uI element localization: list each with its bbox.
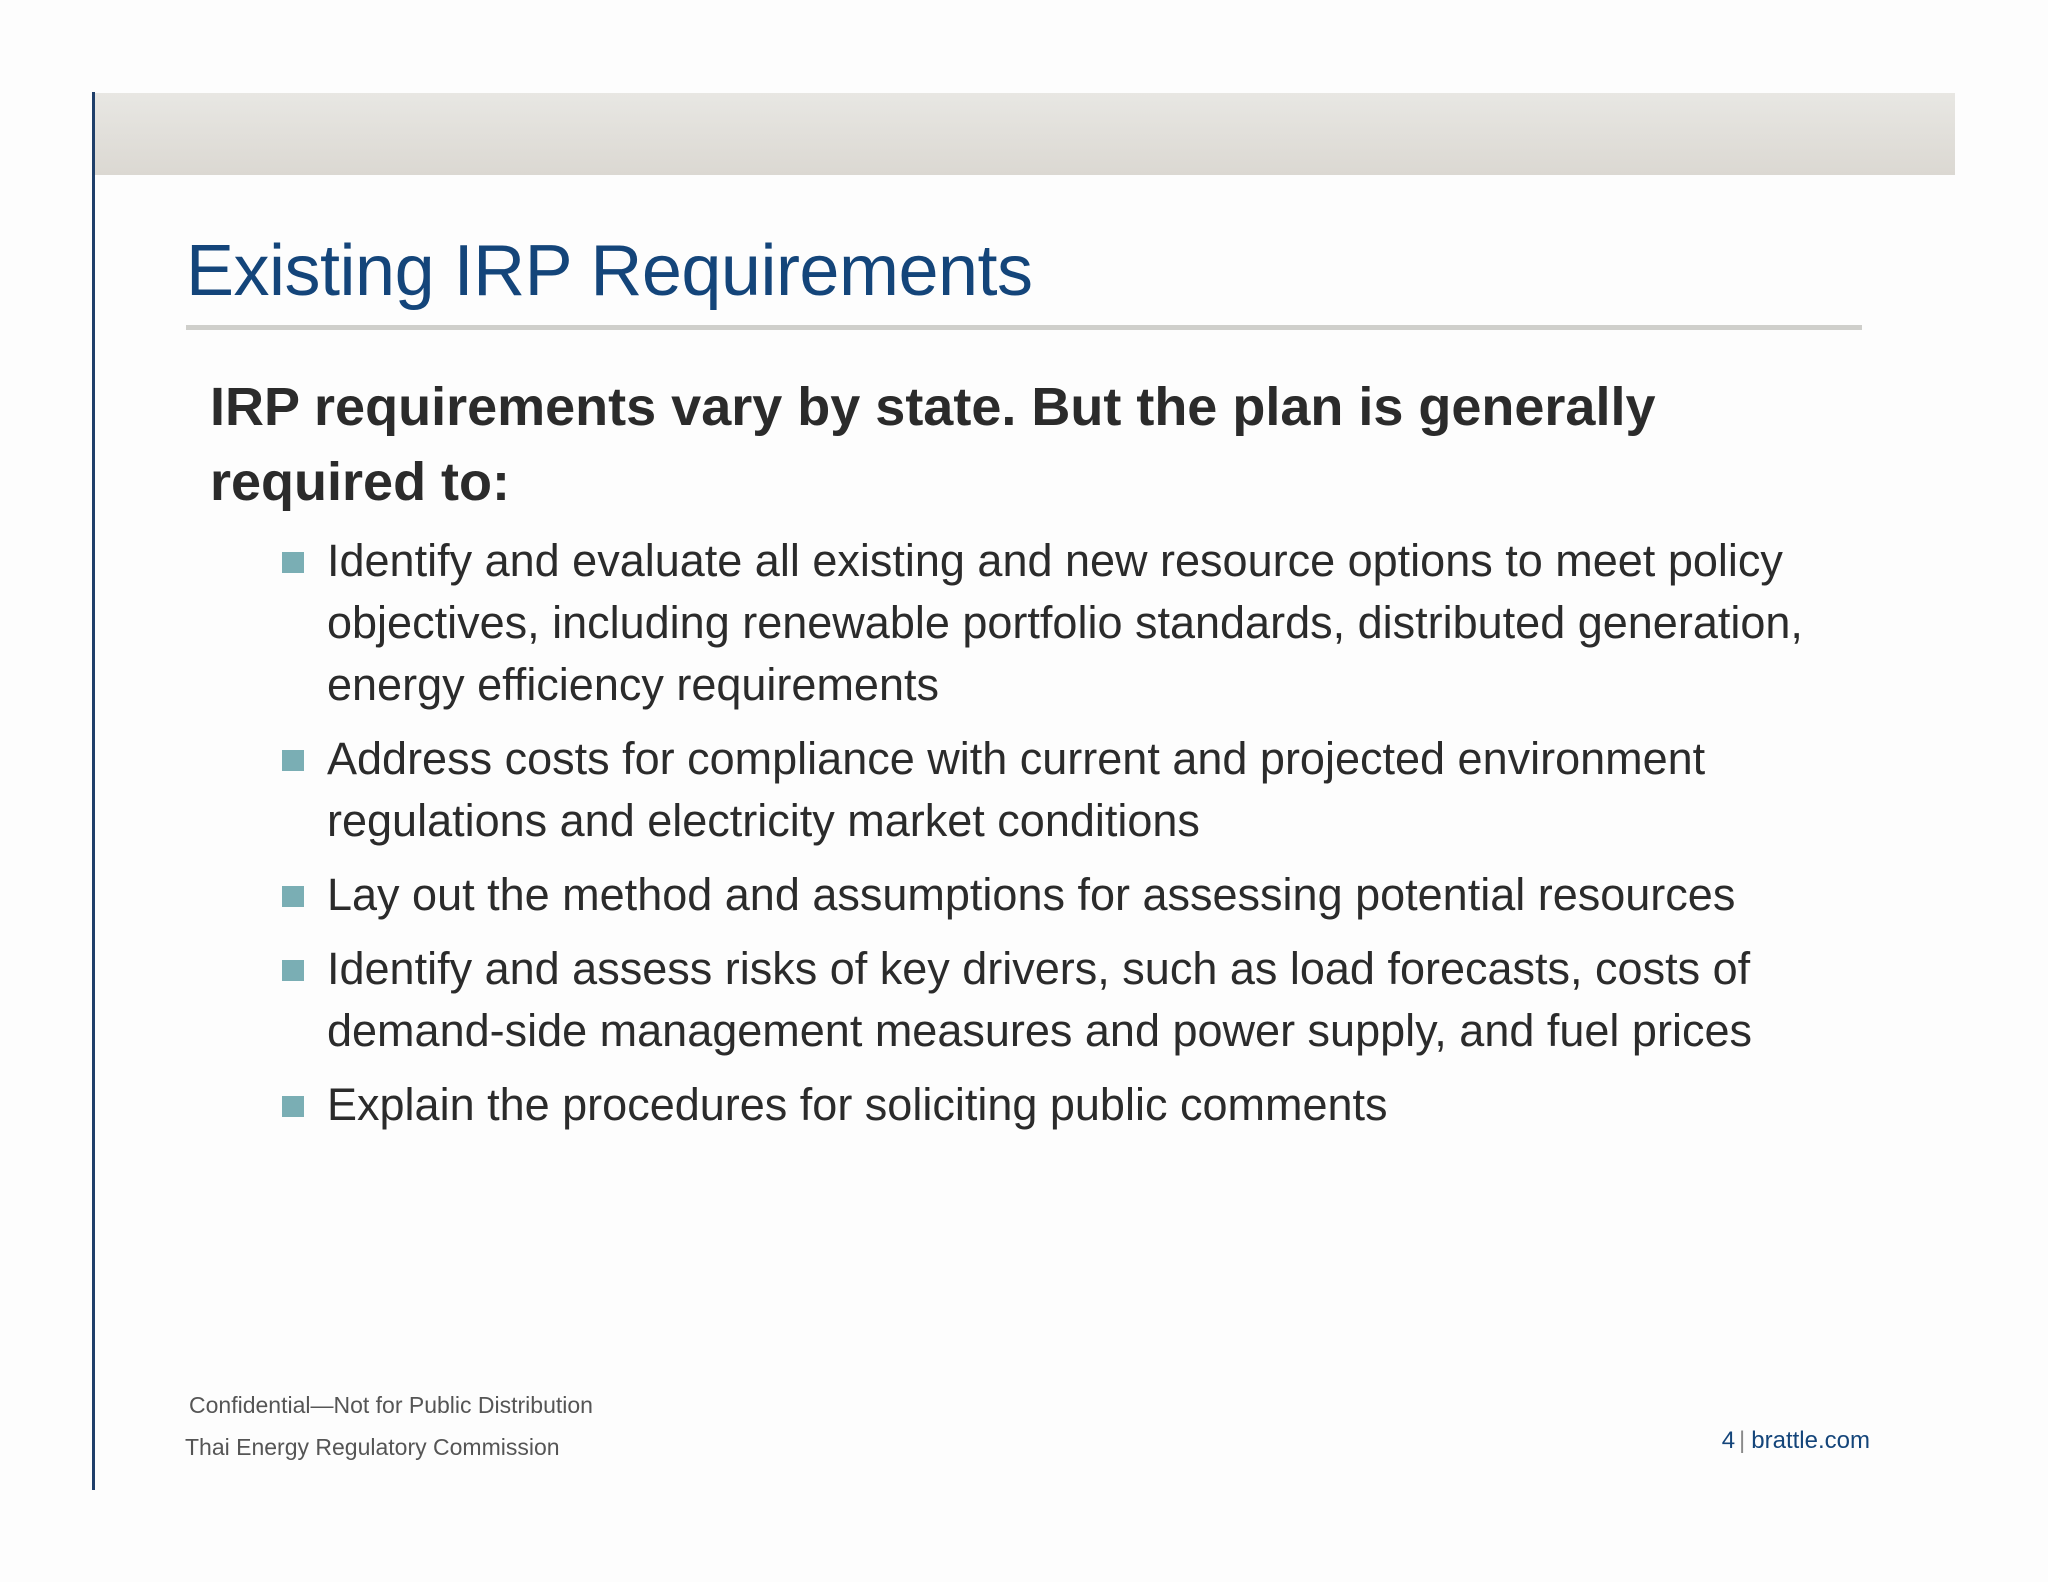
list-item-text: Lay out the method and assumptions for assessing potential resources <box>327 869 1736 920</box>
confidential-notice: Confidential—Not for Public Distribution <box>189 1392 593 1418</box>
left-vertical-rule <box>92 92 95 1490</box>
title-underline <box>186 325 1862 330</box>
square-bullet-icon <box>282 552 304 573</box>
lead-statement: IRP requirements vary by state. But the plan is generally required to: <box>210 377 1656 512</box>
list-item-text: Address costs for compliance with current and projected environment regulations and electricity market conditions <box>327 733 1706 846</box>
square-bullet-icon <box>282 1096 304 1117</box>
list-item-text: Identify and assess risks of key drivers, such as load forecasts, costs of demand-side management measures and power supply, and fuel prices <box>327 943 1752 1056</box>
header-band <box>95 93 1955 175</box>
list-item-text: Explain the procedures for soliciting public comments <box>327 1079 1388 1130</box>
footer-page-info <box>1722 1427 1870 1455</box>
footer-separator: | <box>1739 1427 1746 1454</box>
requirements-list <box>280 530 1860 1148</box>
slide-title: Existing IRP Requirements <box>186 231 1033 311</box>
square-bullet-icon <box>282 750 304 771</box>
list-item <box>280 938 1860 1062</box>
list-item <box>280 864 1860 926</box>
square-bullet-icon <box>282 960 304 981</box>
list-item <box>280 1074 1860 1136</box>
list-item <box>280 530 1860 716</box>
site-link[interactable]: brattle.com <box>1751 1427 1870 1454</box>
list-item <box>280 728 1860 852</box>
page-number: 4 <box>1721 1427 1736 1454</box>
list-item-text: Identify and evaluate all existing and new resource options to meet policy objectives, including renewable portfolio standards, distributed generation, energy efficiency requirements <box>327 535 1803 710</box>
square-bullet-icon <box>282 886 304 907</box>
organization-name: Thai Energy Regulatory Commission <box>185 1434 560 1460</box>
